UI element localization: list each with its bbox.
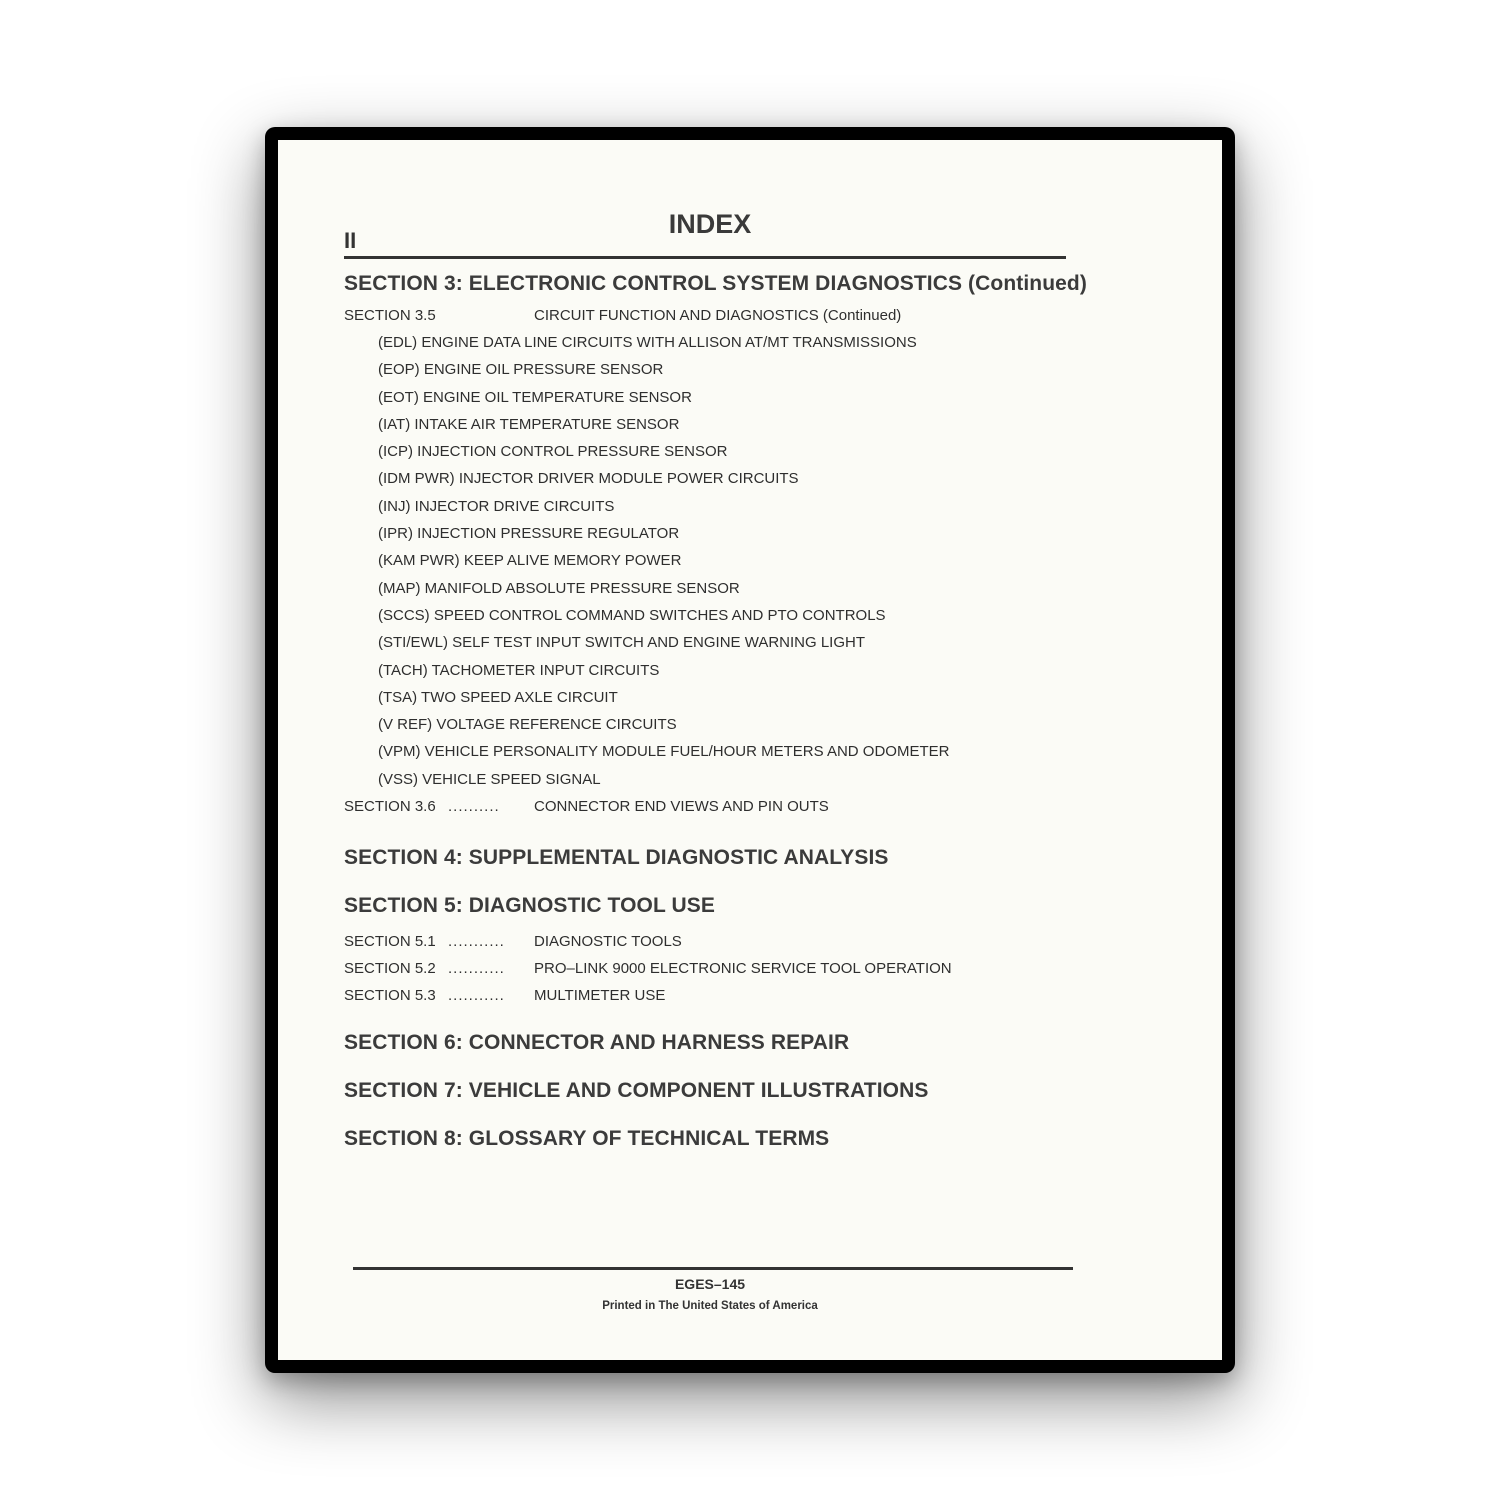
page-number: II	[344, 228, 357, 253]
document-page	[265, 127, 1235, 1373]
section-5-items	[344, 928, 1144, 1009]
section-3-5-entry	[344, 302, 1144, 329]
section-3-5-items	[344, 329, 1144, 793]
section-6-heading: SECTION 6: CONNECTOR AND HARNESS REPAIR	[344, 1031, 850, 1055]
list-item: (VSS) VEHICLE SPEED SIGNAL	[378, 770, 601, 788]
list-item: (EDL) ENGINE DATA LINE CIRCUITS WITH ALLISON AT/MT TRANSMISSIONS	[378, 334, 917, 351]
section-5-heading: SECTION 5: DIAGNOSTIC TOOL USE	[344, 894, 715, 918]
list-item: (V REF) VOLTAGE REFERENCE CIRCUITS	[378, 716, 677, 734]
list-item: (IPR) INJECTION PRESSURE REGULATOR	[378, 525, 680, 543]
section-title: MULTIMETER USE	[534, 987, 666, 1005]
list-item: (EOT) ENGINE OIL TEMPERATURE SENSOR	[378, 388, 692, 406]
list-item: (TSA) TWO SPEED AXLE CIRCUIT	[378, 688, 618, 706]
leader-dots: ...........	[448, 933, 505, 951]
section-title: DIAGNOSTIC TOOLS	[534, 933, 682, 951]
list-item: (VPM) VEHICLE PERSONALITY MODULE FUEL/HOUR METERS AND ODOMETER	[378, 743, 950, 761]
list-item: (SCCS) SPEED CONTROL COMMAND SWITCHES AND PTO CONTROLS	[378, 606, 886, 624]
list-item: (TACH) TACHOMETER INPUT CIRCUITS	[378, 661, 660, 679]
leader-dots: ...........	[448, 960, 505, 978]
section-5-2-entry	[344, 955, 1144, 982]
list-item: (STI/EWL) SELF TEST INPUT SWITCH AND ENGINE WARNING LIGHT	[378, 634, 865, 652]
section-title: CIRCUIT FUNCTION AND DIAGNOSTICS (Continued)	[534, 307, 902, 324]
section-number: SECTION 5.1	[344, 933, 436, 951]
section-5-1-entry	[344, 928, 1144, 955]
list-item: (ICP) INJECTION CONTROL PRESSURE SENSOR	[378, 443, 728, 461]
list-item: (EOP) ENGINE OIL PRESSURE SENSOR	[378, 361, 664, 379]
section-7-heading: SECTION 7: VEHICLE AND COMPONENT ILLUSTRATIONS	[344, 1079, 929, 1103]
page-title: INDEX	[668, 209, 752, 239]
section-title: CONNECTOR END VIEWS AND PIN OUTS	[534, 798, 829, 816]
section-number: SECTION 3.5	[344, 307, 436, 324]
section-number: SECTION 5.2	[344, 960, 436, 978]
leader-dots: ...........	[448, 987, 505, 1005]
list-item: (MAP) MANIFOLD ABSOLUTE PRESSURE SENSOR	[378, 579, 740, 597]
list-item: (IDM PWR) INJECTOR DRIVER MODULE POWER CIRCUITS	[378, 470, 799, 488]
header-rule	[344, 256, 1066, 259]
document-code: EGES–145	[674, 1276, 746, 1292]
footer-rule	[353, 1267, 1073, 1270]
leader-dots: ..........	[448, 798, 500, 816]
table-of-contents	[344, 266, 1144, 1153]
section-8-heading: SECTION 8: GLOSSARY OF TECHNICAL TERMS	[344, 1127, 830, 1151]
section-number: SECTION 5.3	[344, 987, 436, 1005]
list-item: (KAM PWR) KEEP ALIVE MEMORY POWER	[378, 552, 682, 570]
section-number: SECTION 3.6	[344, 798, 436, 816]
section-4-heading: SECTION 4: SUPPLEMENTAL DIAGNOSTIC ANALYSIS	[344, 846, 889, 870]
section-title: PRO–LINK 9000 ELECTRONIC SERVICE TOOL OPERATION	[534, 960, 952, 978]
list-item: (IAT) INTAKE AIR TEMPERATURE SENSOR	[378, 415, 680, 433]
printed-notice: Printed in The United States of America	[602, 1300, 818, 1312]
section-3-heading: SECTION 3: ELECTRONIC CONTROL SYSTEM DIAGNOSTICS (Continued)	[344, 272, 1087, 295]
list-item: (INJ) INJECTOR DRIVE CIRCUITS	[378, 497, 615, 515]
section-5-3-entry	[344, 982, 1144, 1009]
section-3-6-entry	[344, 793, 1144, 820]
